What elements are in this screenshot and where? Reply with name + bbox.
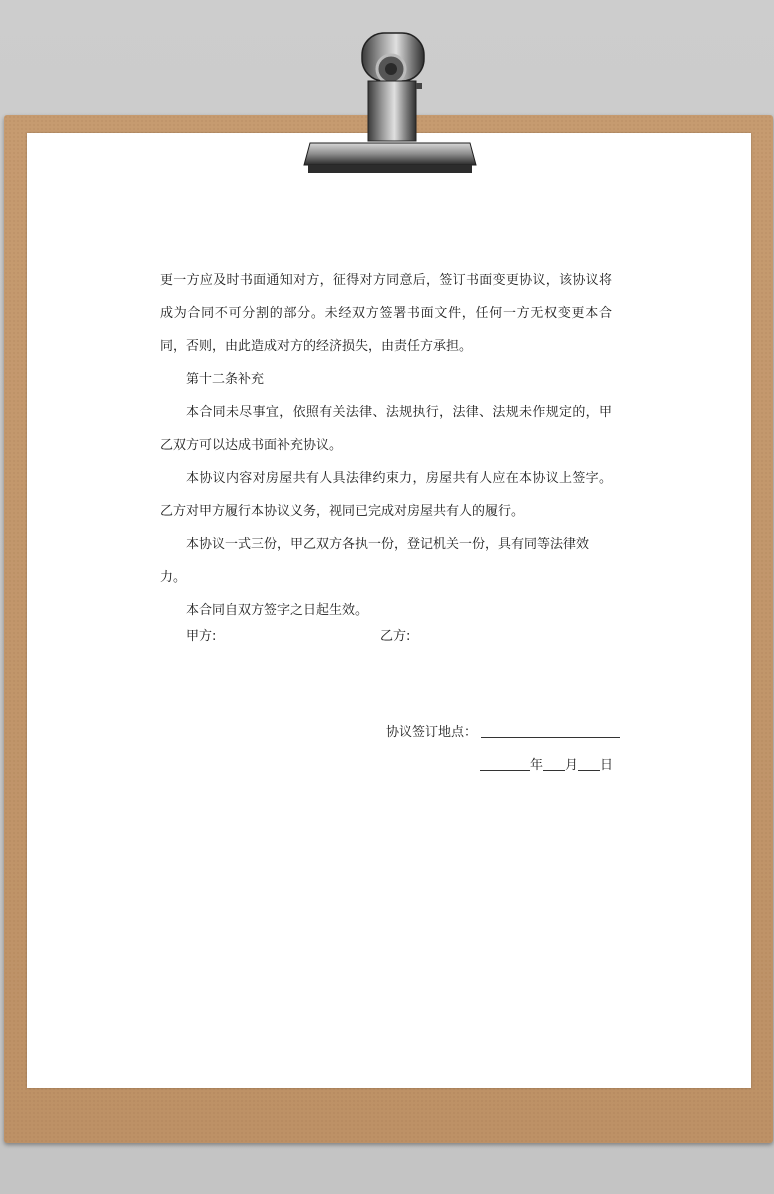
- party-b-signature: [380, 620, 410, 653]
- signing-place: [386, 716, 620, 749]
- signing-place-label: 协议签订地点：: [386, 725, 478, 740]
- signing-place-blank: [481, 719, 620, 738]
- day-label: 日: [600, 758, 614, 773]
- article-twelve-heading: 第十二条补充: [186, 372, 265, 387]
- signing-date: [480, 749, 613, 782]
- paragraph-supplement: 本合同未尽事宜，依照有关法律、法规执行，法律、法规未作规定的，甲乙双方可以达成书面补充协议。: [160, 405, 612, 453]
- paragraph-effective: 本合同自双方签字之日起生效。: [186, 603, 369, 618]
- month-blank: [543, 754, 565, 771]
- month-label: 月: [565, 758, 579, 773]
- paragraph-copies: 本协议一式三份，甲乙双方各执一份，登记机关一份，具有同等法律效力。: [160, 537, 590, 585]
- party-b-label: 乙方:: [380, 629, 411, 644]
- day-blank: [578, 754, 600, 771]
- binder-clip-icon: [300, 25, 480, 180]
- paragraph-co-owners: 本协议内容对房屋共有人具法律约束力，房屋共有人应在本协议上签字。乙方对甲方履行本协议义务，视同已完成对房屋共有人的履行。: [160, 471, 612, 519]
- party-a-label: 甲方:: [186, 629, 217, 644]
- year-blank: [480, 754, 530, 771]
- paragraph-amendment: 更一方应及时书面通知对方，征得对方同意后，签订书面变更协议，该协议将成为合同不可分割的部分。未经双方签署书面文件，任何一方无权变更本合同，否则，由此造成对方的经济损失，由责任方承担。: [160, 273, 612, 354]
- party-a-signature: [186, 620, 216, 653]
- year-label: 年: [530, 758, 544, 773]
- contract-body: [160, 264, 612, 627]
